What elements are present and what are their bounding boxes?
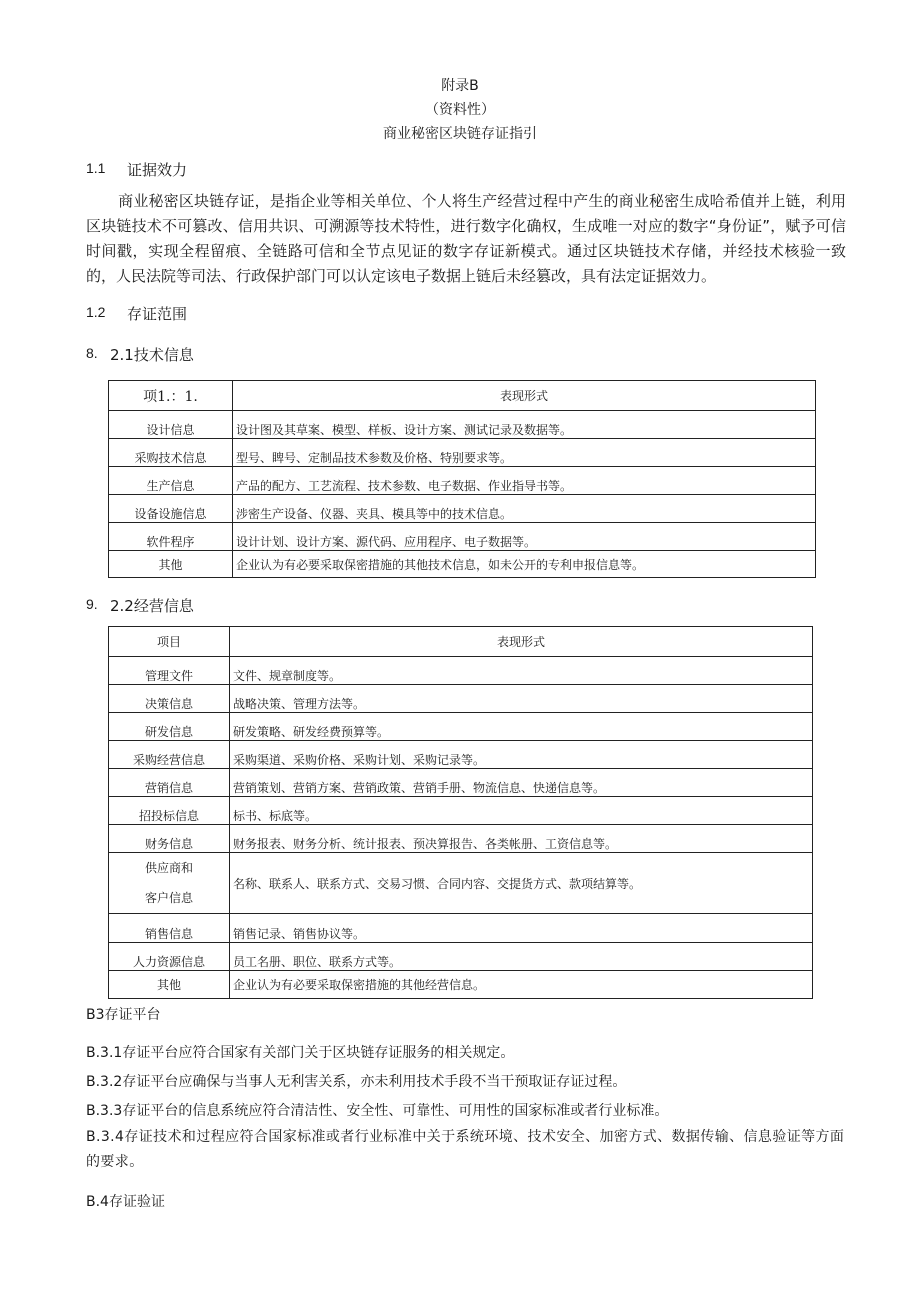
table-row [109,797,813,825]
row-value: 营销策划、营销方案、营销政策、营销手册、物流信息、快递信息等。 [230,769,813,797]
evidence-paragraph-text: 商业秘密区块链存证，是指企业等相关单位、个人将生产经营过程中产生的商业秘密生成哈希值并上链，利用区块链技术不可篡改、信用共识、可溯源等技术特性，进行数字化确权，生成唯一对应的数字“身份证”，赋予可信时间戳，实现全程留痕、全链路可信和全节点见证的数字存证新模式。通过区块链技术存储，并经技术核验一致的，人民法院等司法、行政保护部门可以认定该电子数据上链后未经篡改，具有法定证据效力。 [86,192,846,285]
row-label: 采购技术信息 [109,439,233,467]
row-label: 销售信息 [109,914,230,943]
technical-info-table [108,380,816,578]
table-row [109,741,813,769]
row-value: 企业认为有必要采取保密措施的其他技术信息，如未公开的专利申报信息等。 [233,551,816,578]
row-label: 生产信息 [109,467,233,495]
row-value: 标书、标底等。 [230,797,813,825]
row-value: 涉密生产设备、仪器、夹具、模具等中的技术信息。 [233,495,816,523]
table-row [109,825,813,853]
b3-item: B.3.1存证平台应符合国家有关部门关于区块链存证服务的相关规定。 [86,1045,515,1061]
table-row [109,685,813,713]
row-label: 软件程序 [109,523,233,551]
table-header-row [109,381,816,411]
table-row [109,971,813,999]
table-header-item: 项1.：1. [109,381,233,411]
table-row [109,439,816,467]
table-row [109,943,813,971]
table-row [109,411,816,439]
row-value: 产品的配方、工艺流程、技术参数、电子数据、作业指导书等。 [233,467,816,495]
table-row [109,914,813,943]
table-row [109,713,813,741]
section-b3-title: B3存证平台 [86,1007,161,1023]
table-row [109,551,816,578]
table-header-row [109,627,813,657]
row-label: 招投标信息 [109,797,230,825]
table-row [109,769,813,797]
section-b4-title: B.4存证验证 [86,1194,165,1210]
row-value: 研发策略、研发经费预算等。 [230,713,813,741]
b3-item: B.3.2存证平台应确保与当事人无利害关系，亦未利用技术手段不当干预取证存证过程。 [86,1074,627,1090]
section-8-number: 8. [86,345,98,361]
row-value: 型号、睥号、定制品技术参数及价格、特别要求等。 [233,439,816,467]
page-title: 商业秘密区块链存证指引 [383,126,537,142]
row-label: 其他 [109,971,230,999]
section-9-number: 9. [86,596,98,612]
evidence-paragraph [86,189,846,289]
section-1-1-number: 1.1 [86,160,106,176]
table-row [109,495,816,523]
b3-item: B.3.4存证技术和过程应符合国家标准或者行业标准中关于系统环境、技术安全、加密方式、数据传输、信息验证等方面的要求。 [86,1129,845,1170]
row-value: 设计计划、设计方案、源代码、应用程序、电子数据等。 [233,523,816,551]
section-9-title: 2.2经营信息 [110,597,194,615]
business-info-table [108,626,813,999]
row-value: 文件、规章制度等。 [230,657,813,685]
row-value: 名称、联系人、联系方式、交易习惯、合同内容、交提货方式、款项结算等。 [230,853,813,914]
table-row [109,853,813,914]
table-header-form: 表现形式 [230,627,813,657]
row-label-line1: 供应商和 [144,861,193,875]
row-label: 设计信息 [109,411,233,439]
row-label: 财务信息 [109,825,230,853]
row-value: 员工名册、职位、联系方式等。 [230,943,813,971]
row-label: 研发信息 [109,713,230,741]
row-value: 财务报表、财务分析、统计报表、预决算报告、各类帐册、工资信息等。 [230,825,813,853]
row-value: 企业认为有必要采取保密措施的其他经营信息。 [230,971,813,999]
row-label: 设备设施信息 [109,495,233,523]
row-label: 采购经营信息 [109,741,230,769]
row-value: 设计图及其草案、模型、样板、设计方案、测试记录及数据等。 [233,411,816,439]
row-label: 营销信息 [109,769,230,797]
appendix-nature: （资料性） [425,102,495,118]
table-header-form: 表现形式 [233,381,816,411]
table-row [109,523,816,551]
section-1-1-title: 证据效力 [127,161,188,179]
row-label: 管理文件 [109,657,230,685]
row-value: 战略决策、管理方法等。 [230,685,813,713]
row-value: 采购渠道、采购价格、采购计划、采购记录等。 [230,741,813,769]
row-label: 人力资源信息 [109,943,230,971]
appendix-label: 附录B [441,78,479,94]
table-row [109,657,813,685]
section-1-2-title: 存证范围 [127,305,188,323]
row-label-line2: 客户信息 [144,891,193,905]
b3-item: B.3.3存证平台的信息系统应符合清洁性、安全性、可靠性、可用性的国家标准或者行业标准。 [86,1103,669,1119]
row-label-supplier [109,853,230,914]
row-label: 其他 [109,551,233,578]
table-header-item: 项目 [109,627,230,657]
section-8-title: 2.1技术信息 [110,346,194,364]
row-value: 销售记录、销售协议等。 [230,914,813,943]
table-row [109,467,816,495]
row-label: 决策信息 [109,685,230,713]
section-1-2-number: 1.2 [86,304,106,320]
